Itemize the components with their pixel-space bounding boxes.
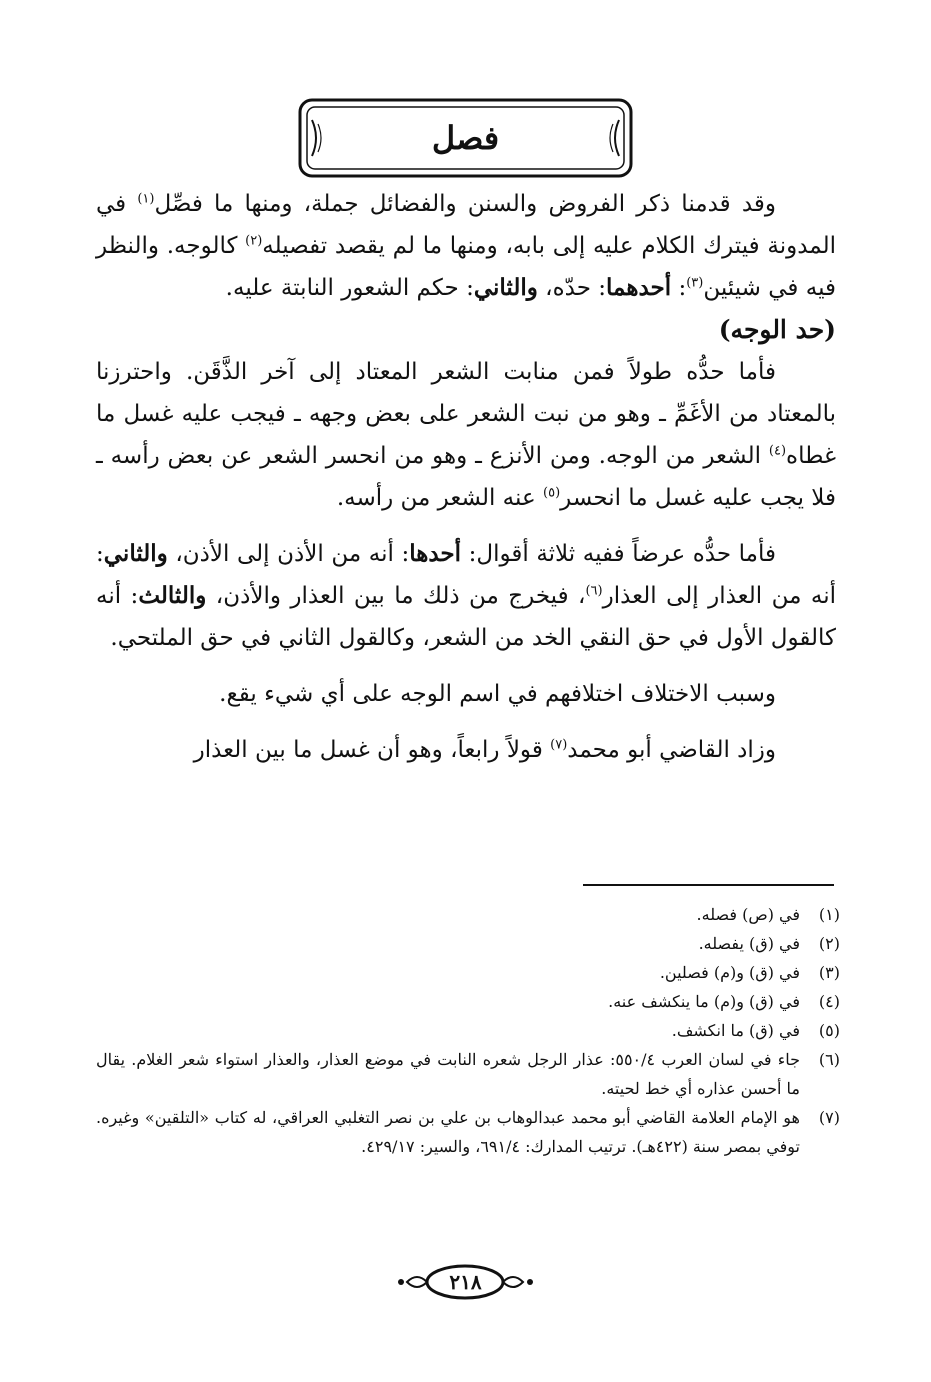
footnote-item: (٣) في (ق) و(م) فصلين.: [659, 963, 840, 982]
footnote-item: (٤) في (ق) و(م) ما ينكشف عنه.: [608, 992, 840, 1011]
footnotes: [96, 900, 840, 1161]
chapter-title: فصل: [431, 119, 500, 157]
footnote-ref[interactable]: (٤): [768, 443, 787, 459]
page-number: ٢١٨: [449, 1270, 482, 1294]
footnote-ref[interactable]: (٦): [585, 583, 603, 599]
footnote-item: (٢) في (ق) يفصله.: [698, 934, 840, 953]
footnote-item: (١) في (ص) فصله.: [696, 905, 840, 924]
footnote-ref[interactable]: (١): [137, 191, 155, 207]
footnote-item: (٥) في (ق) ما انكشف.: [671, 1021, 840, 1040]
intro-paragraph: وقد قدمنا ذكر الفروض والسنن والفضائل جملة، ومنها ما فصِّل$^{(١)}$ في المدونة فيترك الكلام عليه إلى بابه، ومنها ما لم يقصد تفصيله$^{(٢)}$ كالوجه. والنظر فيه في شيئين$^{(٣)}$: أحدهما: حدّه، والثاني: حكم الشعور النابتة عليه.: [96, 191, 836, 301]
paragraph-width: فأما حدُّه عرضاً ففيه ثلاثة أقوال: أحدها: أنه من الأذن إلى الأذن، والثاني: أنه من العذار إلى العذار$^{(٦)}$، فيخرج من ذلك ما بين العذار والأذن، والثالث: أنه كالقول الأول في حق النقي الخد من الشعر، وكالقول الثاني في حق الملتحي.: [96, 540, 836, 651]
footnote-separator: [583, 884, 834, 886]
footnote-ref[interactable]: (٧): [550, 737, 568, 753]
chapter-title-frame: [298, 98, 633, 178]
footnote-ref[interactable]: (٢): [245, 233, 263, 249]
footnote-ref[interactable]: (٣): [686, 275, 704, 291]
paragraph-addition: وزاد القاضي أبو محمد$^{(٧)}$ قولاً رابعاً، وهو أن غسل ما بين العذار: [193, 737, 776, 763]
section-heading: (حد الوجه): [718, 315, 836, 344]
footnote-item: (٦) جاء في لسان العرب ٥٥٠/٤: عذار الرجل شعره النابت في موضع العذار، والعذار استواء شعر الغلام. يقال ما أحسن عذاره أي خط لحيته.: [96, 1050, 840, 1098]
footnote-item: (٧) هو الإمام العلامة القاضي أبو محمد عبدالوهاب بن علي بن نصر التغلبي العراقي، له كتاب «التلقين» وغيره. توفي بمصر سنة (٤٢٢هـ). ترتيب المدارك: ٦٩١/٤، والسير: ٤٢٩/١٧.: [96, 1108, 840, 1156]
footnote-ref[interactable]: (٥): [543, 485, 561, 501]
paragraph-reason: وسبب الاختلاف اختلافهم في اسم الوجه على أي شيء يقع.: [219, 681, 776, 707]
main-text: [96, 183, 836, 771]
page-number-ornament: [393, 1262, 538, 1302]
paragraph-length: فأما حدُّه طولاً فمن منابت الشعر المعتاد إلى آخر الذَّقَن. واحترزنا بالمعتاد من الأغَمِّ ـ وهو من نبت الشعر على بعض وجهه ـ فيجب عليه غسل ما غطاه$^{(٤)}$ الشعر من الوجه. ومن الأنزع ـ وهو من انحسر الشعر عن بعض رأسه ـ فلا يجب عليه غسل ما انحسر$^{(٥)}$ عنه الشعر من رأسه.: [96, 359, 836, 511]
